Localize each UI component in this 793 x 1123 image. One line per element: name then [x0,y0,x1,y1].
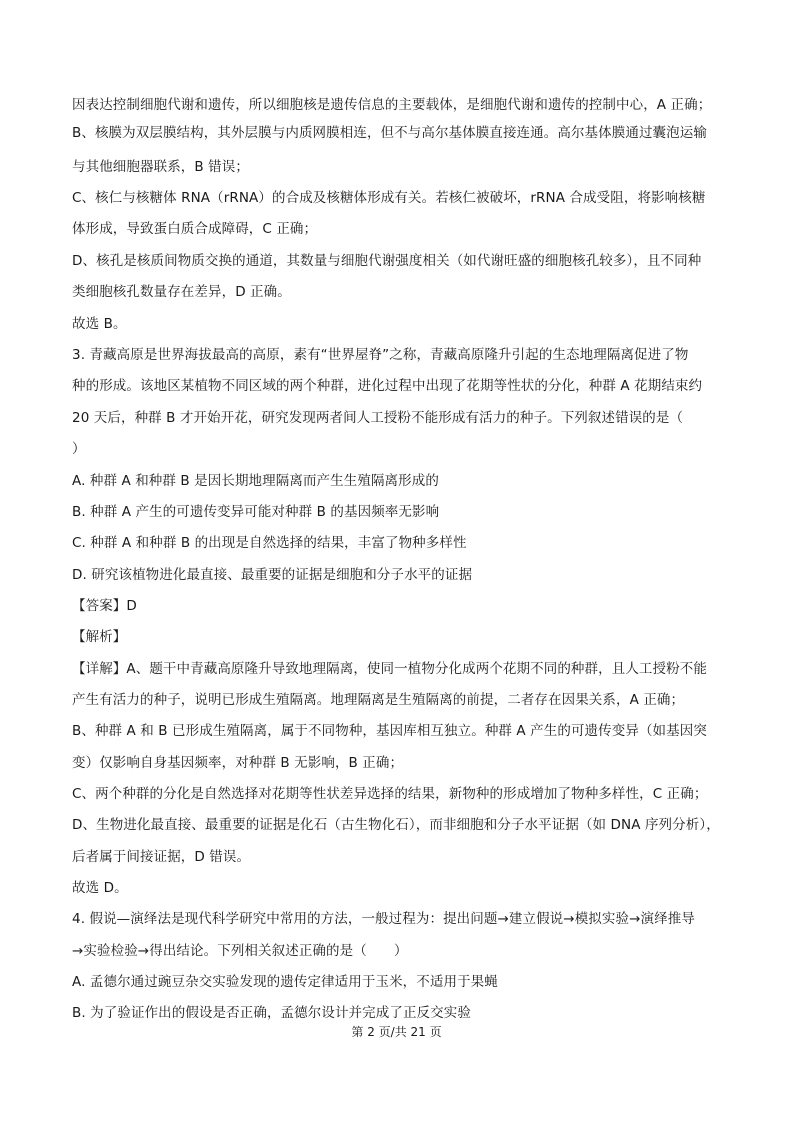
explanation-line: 后者属于间接证据，D 错误。 [72,849,251,865]
question-3-stem: 种的形成。该地区某植物不同区域的两个种群，进化过程中出现了花期等性状的分化，种群 A 花期结束约 [72,378,703,394]
question-3-stem: 20 天后，种群 B 才开始开花，研究发现两者间人工授粉不能形成有活力的种子。下列叙述错误的是（ [72,410,684,426]
option-c: C. 种群 A 和种群 B 的出现是自然选择的结果，丰富了物种多样性 [72,535,467,551]
question-3-stem: ） [72,441,86,457]
explanation-line: C、两个种群的分化是自然选择对花期等性状差异选择的结果，新物种的形成增加了物种多样性，C 正确； [72,786,708,802]
question-3-stem: 3. 青藏高原是世界海拔最高的高原，素有“世界屋脊”之称，青藏高原隆升引起的生态地理隔离促进了物 [72,347,689,363]
text-line: 体形成，导致蛋白质合成障碍，C 正确； [72,221,318,237]
text-line: 与其他细胞器联系，B 错误； [72,159,249,175]
analysis-label: 【解析】 [72,629,127,645]
question-4-stem: 4. 假说—演绎法是现代科学研究中常用的方法，一般过程为：提出问题→建立假说→模拟实验→演绎推导 [72,911,695,927]
question-4-stem: →实验检验→得出结论。下列相关叙述正确的是（ ） [72,943,408,959]
text-line: 类细胞核孔数量存在差异，D 正确。 [72,284,291,300]
explanation-line: 【详解】A、题干中青藏高原隆升导致地理隔离，使同一植物分化成两个花期不同的种群，且人工授粉不能 [72,661,707,677]
explanation-line: 变）仅影响自身基因频率，对种群 B 无影响，B 正确； [72,755,404,771]
text-line: D、核孔是核质间物质交换的通道，其数量与细胞代谢强度相关（如代谢旺盛的细胞核孔较多），且不同种 [72,253,702,269]
explanation-line: 故选 D。 [72,880,128,896]
text-line: 故选 B。 [72,316,127,332]
text-line: B、核膜为双层膜结构，其外层膜与内质网膜相连，但不与高尔基体膜直接连通。高尔基体膜通过囊泡运输 [72,125,707,141]
page-footer: 第 2 页/共 21 页 [351,1025,442,1039]
option-d: D. 研究该植物进化最直接、最重要的证据是细胞和分子水平的证据 [72,567,473,583]
text-line: C、核仁与核糖体 RNA（rRNA）的合成及核糖体形成有关。若核仁被破坏，rRNA 合成受阻，将影响核糖 [72,190,706,206]
text-line: 因表达控制细胞代谢和遗传，所以细胞核是遗传信息的主要载体，是细胞代谢和遗传的控制中心，A 正确； [72,97,712,113]
option-a: A. 孟德尔通过豌豆杂交实验发现的遗传定律适用于玉米，不适用于果蝇 [72,974,498,990]
option-a: A. 种群 A 和种群 B 是因长期地理隔离而产生生殖隔离形成的 [72,473,439,489]
explanation-line: 产生有活力的种子，说明已形成生殖隔离。地理隔离是生殖隔离的前提，二者存在因果关系，A 正确； [72,692,685,708]
option-b: B. 为了验证作出的假设是否正确，孟德尔设计并完成了正反交实验 [72,1005,471,1021]
answer-label: 【答案】D [72,598,137,614]
explanation-line: D、生物进化最直接、最重要的证据是化石（古生物化石），而非细胞和分子水平证据（如 DNA 序列分析）， [72,817,720,833]
explanation-line: B、种群 A 和 B 已形成生殖隔离，属于不同物种，基因库相互独立。种群 A 产生的可遗传变异（如基因突 [72,723,707,739]
option-b: B. 种群 A 产生的可遗传变异可能对种群 B 的基因频率无影响 [72,504,440,520]
